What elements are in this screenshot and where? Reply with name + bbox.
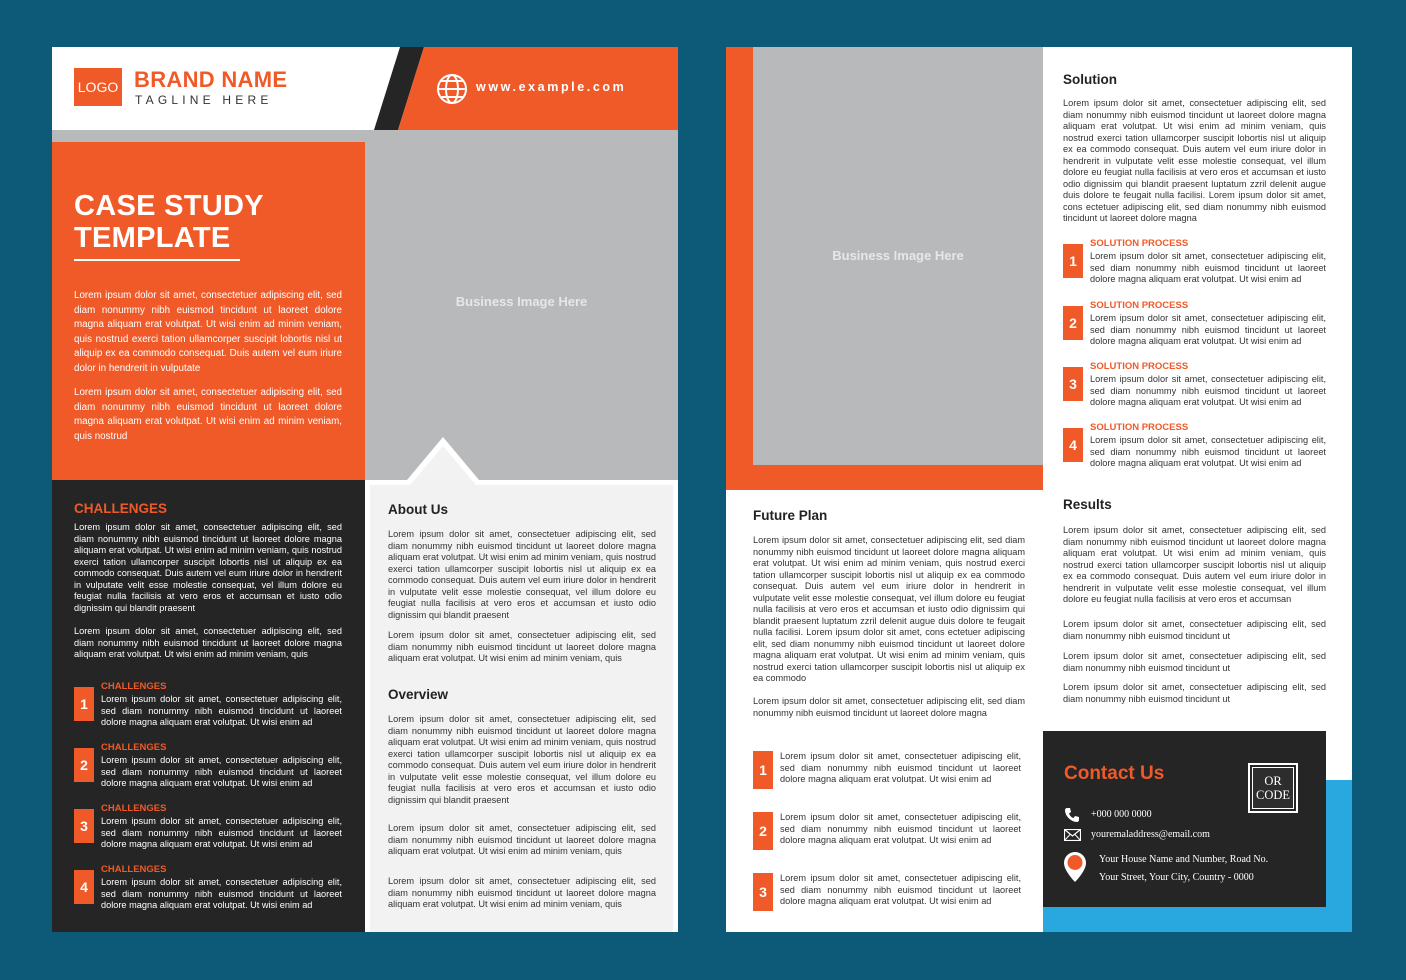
phone-icon: [1064, 807, 1080, 823]
future-plan-item: [753, 751, 1025, 791]
hero-paragraph-1: Lorem ipsum dolor sit amet, consectetuer adipiscing elit, sed diam nonummy nibh euismod tincidunt ut laoreet dolore magna aliquam erat volutpat. Ut wisi enim ad minim veniam, quis nostrud exerci tation ullamcorper suscipit lobortis nisl ut aliquip ex ea commodo consequat. Duis autem vel eum iriure dolor in hendrerit in vulputate: [74, 290, 342, 374]
solution-item-title: SOLUTION PROCESS: [1090, 361, 1189, 372]
location-pin-icon: [1064, 852, 1086, 882]
solution-item-title: SOLUTION PROCESS: [1090, 238, 1189, 249]
contact-address-line1: Your House Name and Number, Road No.: [1099, 854, 1269, 865]
future-plan-paragraph-1: Lorem ipsum dolor sit amet, consectetuer adipiscing elit, sed diam nonummy nibh euismod tincidunt ut laoreet dolore magna aliquam erat volutpat. Ut wisi enim ad minim veniam, quis nostrud exerci tation ullamcorper suscipit lobortis nisl ut aliquip ex ea commodo consequat. Duis autem vel eum iriure dolor in hendrerit in vulputate velit esse molestie consequat, vel illum dolore eu feugiat nulla facilisis at vero eros et accumsan et iusto odio dignissim qui blandit praesent luptatum zzril delenit augue duis dolore te feugait nulla facilisi. Lorem ipsum dolor sit amet, cons ectetuer adipiscing elit, sed diam nonummy nibh euismod tincidunt ut laoreet dolore magna aliquam erat volutpat. Ut wisi enim ad minim veniam, quis nostrud exerci tation ullamcorper suscipit lobortis nisl ut aliquip ex ea commodo: [753, 535, 1025, 683]
overview-title: Overview: [388, 687, 449, 702]
challenge-item-title: CHALLENGES: [101, 864, 167, 875]
globe-icon: [435, 72, 469, 106]
email-icon: [1064, 829, 1081, 841]
solution-title: Solution: [1063, 72, 1117, 87]
hero-title-underline: [74, 259, 240, 261]
contact-panel: [1043, 731, 1326, 907]
results-paragraph-1: Lorem ipsum dolor sit amet, consectetuer adipiscing elit, sed diam nonummy nibh euismod tincidunt ut laoreet dolore magna aliquam erat volutpat. Ut wisi enim ad minim veniam, quis nostrud exerci tation ullamcorper suscipit lobortis nisl ut aliquip ex ea commodo consequat. Duis autem vel eum iriure dolor in hendrerit in vulputate velit esse molestie consequat, vel illum dolore eu feugiat nulla facilisis at vero eros et accumsan: [1063, 525, 1326, 604]
business-image-placeholder: [365, 142, 678, 480]
tagline: TAGLINE HERE: [135, 93, 273, 107]
overview-paragraph-2: Lorem ipsum dolor sit amet, consectetuer adipiscing elit, sed diam nonummy nibh euismod tincidunt ut laoreet dolore magna aliquam erat volutpat. Ut wisi enim ad minim veniam, quis: [388, 823, 656, 856]
challenge-item-title: CHALLENGES: [101, 803, 167, 814]
solution-number: 4: [1063, 428, 1083, 462]
solution-paragraph: Lorem ipsum dolor sit amet, consectetuer adipiscing elit, sed diam nonummy nibh euismod tincidunt ut laoreet dolore magna aliquam erat volutpat. Ut wisi enim ad minim veniam, quis nostrud exerci tation ullamcorper suscipit lobortis nisl ut aliquip ex ea commodo consequat. Duis autem vel eum iriure dolor in hendrerit in vulputate velit esse molestie consequat, vel illum dolore eu feugiat nulla facilisis at vero eros et accumsan et iusto odio dignissim qui blandit praesent luptatum zzril delenit augue duis dolore te feugait nulla facilisi. Lorem ipsum dolor sit amet, cons ectetuer adipiscing elit, sed diam nonummy nibh euismod tincidunt ut laoreet dolore magna: [1063, 98, 1326, 223]
challenge-item-title: CHALLENGES: [101, 742, 167, 753]
business-image-label: Business Image Here: [455, 294, 588, 309]
challenges-paragraph-1: Lorem ipsum dolor sit amet, consectetuer adipiscing elit, sed diam nonummy nibh euismod tincidunt ut laoreet dolore magna aliquam erat volutpat. Ut wisi enim ad minim veniam, quis nostrud exerci tation ullamcorper suscipit lobortis nisl ut aliquip ex ea commodo consequat. Duis autem vel eum iriure dolor in hendrerit in vulputate velit esse molestie consequat, vel illum dolore eu feugiat nulla facilisis at vero eros et accumsan et iusto odio dignissim qui blandit praesent: [74, 522, 342, 613]
future-plan-number: 3: [753, 873, 773, 911]
future-plan-item: [753, 812, 1025, 852]
about-paragraph-2: Lorem ipsum dolor sit amet, consectetuer adipiscing elit, sed diam nonummy nibh euismod tincidunt ut laoreet dolore magna aliquam erat volutpat. Ut wisi enim ad minim veniam, quis: [388, 630, 656, 663]
future-plan-number: 2: [753, 812, 773, 850]
solution-number: 2: [1063, 306, 1083, 340]
solution-item-text: Lorem ipsum dolor sit amet, consectetuer adipiscing elit, sed diam nonummy nibh euismod tincidunt ut laoreet dolore magna aliquam erat volutpat. Ut wisi enim ad: [1090, 313, 1326, 346]
future-plan-paragraph-2: Lorem ipsum dolor sit amet, consectetuer adipiscing elit, sed diam nonummy nibh euismod tincidunt ut laoreet dolore magna: [753, 696, 1025, 718]
business-image-label: Business Image Here: [832, 248, 964, 263]
overview-paragraph-1: Lorem ipsum dolor sit amet, consectetuer adipiscing elit, sed diam nonummy nibh euismod tincidunt ut laoreet dolore magna aliquam erat volutpat. Ut wisi enim ad minim veniam, quis nostrud exerci tation ullamcorper suscipit lobortis nisl ut aliquip ex ea commodo consequat. Duis autem vel eum iriure dolor in hendrerit in vulputate velit esse molestie consequat, vel illum dolore eu feugiat nulla facilisis at vero eros et accumsan et iusto odio dignissim qui blandit praesent: [388, 714, 656, 805]
hero-paragraph-2: Lorem ipsum dolor sit amet, consectetuer adipiscing elit, sed diam nonummy nibh euismod tincidunt ut laoreet dolore magna aliquam erat volutpat. Ut wisi enim ad minim veniam, quis nostrud: [74, 387, 342, 442]
hero-title-line2: TEMPLATE: [74, 222, 231, 254]
challenges-paragraph-2: Lorem ipsum dolor sit amet, consectetuer adipiscing elit, sed diam nonummy nibh euismod tincidunt ut laoreet dolore magna aliquam erat volutpat. Ut wisi enim ad minim veniam, quis: [74, 626, 342, 659]
solution-number: 1: [1063, 244, 1083, 278]
future-plan-item: [753, 873, 1025, 913]
about-paragraph-1: Lorem ipsum dolor sit amet, consectetuer adipiscing elit, sed diam nonummy nibh euismod tincidunt ut laoreet dolore magna aliquam erat volutpat. Ut wisi enim ad minim veniam, quis nostrud exerci tation ullamcorper suscipit lobortis nisl ut aliquip ex ea commodo consequat. Duis autem vel eum iriure dolor in hendrerit in vulputate velit esse molestie consequat, vel illum dolore eu feugiat nulla facilisis at vero eros et accumsan et iusto odio dignissim qui blandit praesent: [388, 529, 656, 620]
results-paragraph-4: Lorem ipsum dolor sit amet, consectetuer adipiscing elit, sed diam nonummy nibh euismod tincidunt ut: [1063, 682, 1326, 704]
challenge-number: 4: [74, 870, 94, 904]
challenge-item-text: Lorem ipsum dolor sit amet, consectetuer adipiscing elit, sed diam nonummy nibh euismod tincidunt ut laoreet dolore magna aliquam erat volutpat. Ut wisi enim ad: [101, 816, 342, 849]
contact-email[interactable]: youremaladdress@email.com: [1091, 829, 1210, 840]
challenge-item: [74, 803, 342, 859]
solution-item: [1063, 300, 1326, 356]
challenge-number: 3: [74, 809, 94, 843]
overview-paragraph-3: Lorem ipsum dolor sit amet, consectetuer adipiscing elit, sed diam nonummy nibh euismod tincidunt ut laoreet dolore magna aliquam erat volutpat. Ut wisi enim ad minim veniam, quis: [388, 876, 656, 909]
challenge-item-text: Lorem ipsum dolor sit amet, consectetuer adipiscing elit, sed diam nonummy nibh euismod tincidunt ut laoreet dolore magna aliquam erat volutpat. Ut wisi enim ad: [101, 694, 342, 727]
brand-name: BRAND NAME: [134, 67, 288, 92]
solution-item: [1063, 422, 1326, 478]
challenges-panel: [52, 480, 365, 932]
qr-code-placeholder: [1248, 763, 1298, 813]
logo-box: LOGO: [74, 68, 122, 106]
solution-item: [1063, 238, 1326, 294]
solution-item-title: SOLUTION PROCESS: [1090, 422, 1189, 433]
future-plan-title: Future Plan: [753, 508, 828, 523]
website-link[interactable]: www.example.com: [476, 80, 627, 94]
brochure-page-2: [726, 47, 1352, 932]
hero-title-line1: CASE STUDY: [74, 190, 264, 222]
results-paragraph-3: Lorem ipsum dolor sit amet, consectetuer adipiscing elit, sed diam nonummy nibh euismod tincidunt ut: [1063, 651, 1326, 673]
solution-item-text: Lorem ipsum dolor sit amet, consectetuer adipiscing elit, sed diam nonummy nibh euismod tincidunt ut laoreet dolore magna aliquam erat volutpat. Ut wisi enim ad: [1090, 251, 1326, 284]
challenges-title: CHALLENGES: [74, 501, 168, 516]
solution-item-text: Lorem ipsum dolor sit amet, consectetuer adipiscing elit, sed diam nonummy nibh euismod tincidunt ut laoreet dolore magna aliquam erat volutpat. Ut wisi enim ad: [1090, 435, 1326, 468]
results-paragraph-2: Lorem ipsum dolor sit amet, consectetuer adipiscing elit, sed diam nonummy nibh euismod tincidunt ut: [1063, 619, 1326, 641]
solution-item: [1063, 361, 1326, 417]
challenge-item: [74, 681, 342, 737]
solution-item-title: SOLUTION PROCESS: [1090, 300, 1189, 311]
contact-phone[interactable]: +000 000 0000: [1091, 809, 1152, 820]
results-title: Results: [1063, 497, 1112, 512]
challenge-number: 2: [74, 748, 94, 782]
challenge-item: [74, 742, 342, 798]
gray-band: [52, 130, 678, 142]
challenge-item-text: Lorem ipsum dolor sit amet, consectetuer adipiscing elit, sed diam nonummy nibh euismod tincidunt ut laoreet dolore magna aliquam erat volutpat. Ut wisi enim ad: [101, 877, 342, 910]
future-plan-item-text: Lorem ipsum dolor sit amet, consectetuer adipiscing elit, sed diam nonummy nibh euismod tincidunt ut laoreet dolore magna aliquam erat volutpat. Ut wisi enim ad: [780, 812, 1021, 845]
solution-item-text: Lorem ipsum dolor sit amet, consectetuer adipiscing elit, sed diam nonummy nibh euismod tincidunt ut laoreet dolore magna aliquam erat volutpat. Ut wisi enim ad: [1090, 374, 1326, 407]
challenge-item: [74, 864, 342, 920]
contact-address-line2: Your Street, Your City, Country - 0000: [1099, 872, 1254, 883]
future-plan-item-text: Lorem ipsum dolor sit amet, consectetuer adipiscing elit, sed diam nonummy nibh euismod tincidunt ut laoreet dolore magna aliquam erat volutpat. Ut wisi enim ad: [780, 751, 1021, 784]
solution-number: 3: [1063, 367, 1083, 401]
challenge-item-text: Lorem ipsum dolor sit amet, consectetuer adipiscing elit, sed diam nonummy nibh euismod tincidunt ut laoreet dolore magna aliquam erat volutpat. Ut wisi enim ad: [101, 755, 342, 788]
challenge-number: 1: [74, 687, 94, 721]
qr-code-label-2: CODE: [1255, 788, 1291, 802]
future-plan-item-text: Lorem ipsum dolor sit amet, consectetuer adipiscing elit, sed diam nonummy nibh euismod tincidunt ut laoreet dolore magna aliquam erat volutpat. Ut wisi enim ad: [780, 873, 1021, 906]
challenge-item-title: CHALLENGES: [101, 681, 167, 692]
contact-accent-bar: [1043, 907, 1352, 932]
about-title: About Us: [388, 502, 448, 517]
brochure-page-1: [52, 47, 678, 932]
qr-code-label-1: OR: [1264, 774, 1282, 788]
hero-title: [74, 190, 264, 254]
future-plan-number: 1: [753, 751, 773, 789]
contact-title: Contact Us: [1064, 763, 1165, 784]
hero-panel: [52, 142, 365, 480]
